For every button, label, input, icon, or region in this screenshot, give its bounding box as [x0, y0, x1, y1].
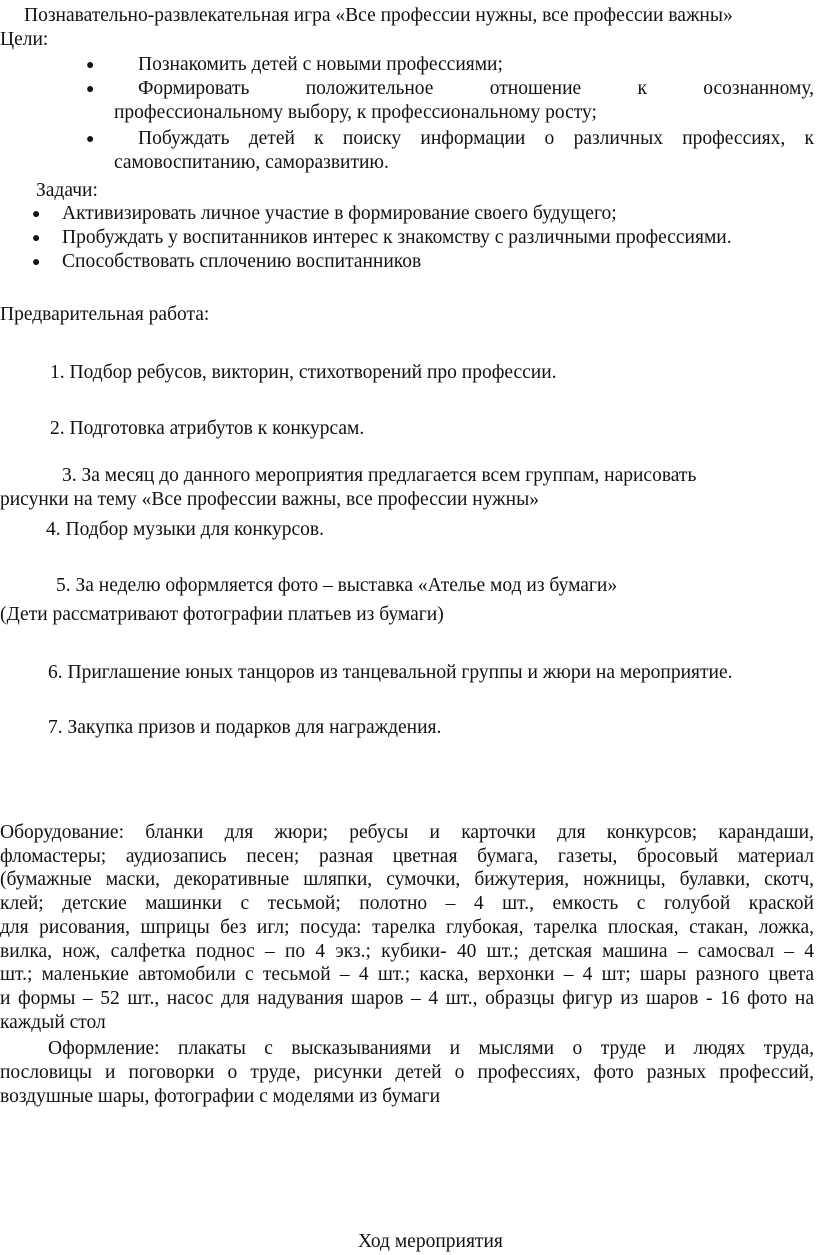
equipment-line: Оборудование: бланки для жюри; ребусы и карточки для конкурсов; карандаши, [0, 822, 814, 843]
bullet-dot-icon: ● [86, 82, 95, 97]
bullet-dot-icon: ● [86, 58, 95, 73]
prep-item-3-line-1: 3. За месяц до данного мероприятия предлагается всем группам, нарисовать [62, 465, 697, 486]
equipment-line: шт.; маленькие автомобили с тесьмой – 4 шт.; каска, верхонки – 4 шт; шары разного цвета [0, 964, 814, 986]
goal-item-3-line-2: самовоспитанию, саморазвитию. [114, 152, 389, 173]
bullet-dot-icon: ● [32, 231, 41, 246]
decoration-line-2: пословицы и поговорки о труде, рисунки детей о профессиях, фото разных профессий, [0, 1062, 814, 1083]
prep-item-1: 1. Подбор ребусов, викторин, стихотворений про профессии. [50, 362, 557, 383]
decoration-line-1: Оформление: плакаты с высказываниями и мыслями о труде и людях труда, [48, 1038, 814, 1059]
prep-item-6: 6. Приглашение юных танцоров из танцевальной группы и жюри на мероприятие. [48, 662, 733, 683]
equipment-line: для рисования, шприцы без игл; посуда: тарелка глубокая, тарелка плоская, стакан, ложка, [0, 916, 814, 938]
bullet-dot-icon: ● [86, 132, 95, 147]
prep-heading: Предварительная работа: [0, 304, 210, 325]
equipment-line: и формы – 52 шт., насос для надувания шаров – 4 шт., образцы фигур из шаров - 16 фото на [0, 987, 814, 1009]
equipment-line: каждый стол [0, 1011, 106, 1033]
goals-heading: Цели: [0, 29, 49, 50]
event-progress-heading: Ход мероприятия [358, 1231, 503, 1252]
equipment-line: фломастеры; аудиозапись песен; разная цветная бумага, газеты, бросовый материал [0, 845, 814, 867]
equipment-line: (бумажные маски, декоративные шляпки, сумочки, бижутерия, ножницы, булавки, скотч, [0, 869, 814, 891]
tasks-heading: Задачи: [36, 180, 98, 201]
task-item-3: Способствовать сплочению воспитанников [62, 251, 422, 272]
equipment-line: вилка, нож, салфетка поднос – по 4 экз.; кубики- 40 шт.; детская машина – самосвал – 4 [0, 940, 814, 962]
goal-item-3-line-1: Побуждать детей к поиску информации о различных профессиях, к [138, 128, 814, 149]
goal-item-2-line-1: Формировать положительное отношение к осознанному, [138, 78, 814, 99]
bullet-dot-icon: ● [32, 255, 41, 270]
goal-item-2-line-2: профессиональному выбору, к профессиональному росту; [114, 102, 597, 123]
prep-item-4: 4. Подбор музыки для конкурсов. [46, 519, 325, 540]
equipment-line: клей; детские машинки с тесьмой; полотно – 4 шт., емкость с голубой краской [0, 893, 814, 915]
prep-item-2: 2. Подготовка атрибутов к конкурсам. [50, 418, 365, 439]
bullet-dot-icon: ● [32, 207, 41, 222]
prep-item-7: 7. Закупка призов и подарков для награждения. [48, 717, 442, 738]
document-title: Познавательно-развлекательная игра «Все профессии нужны, все профессии важны» [24, 5, 733, 26]
goal-item-1: Познакомить детей с новыми профессиями; [138, 54, 503, 75]
equipment-paragraph [0, 821, 814, 1034]
task-item-1: Активизировать личное участие в формирование своего будущего; [62, 203, 617, 224]
prep-item-5-line-2: (Дети рассматривают фотографии платьев из бумаги) [0, 604, 444, 625]
decoration-line-3: воздушные шары, фотографии с моделями из бумаги [0, 1086, 441, 1107]
task-item-2: Пробуждать у воспитанников интерес к знакомству с различными профессиями. [62, 227, 732, 248]
prep-item-5-line-1: 5. За неделю оформляется фото – выставка «Ателье мод из бумаги» [56, 575, 618, 596]
prep-item-3-line-2: рисунки на тему «Все профессии важны, все профессии нужны» [0, 489, 539, 510]
